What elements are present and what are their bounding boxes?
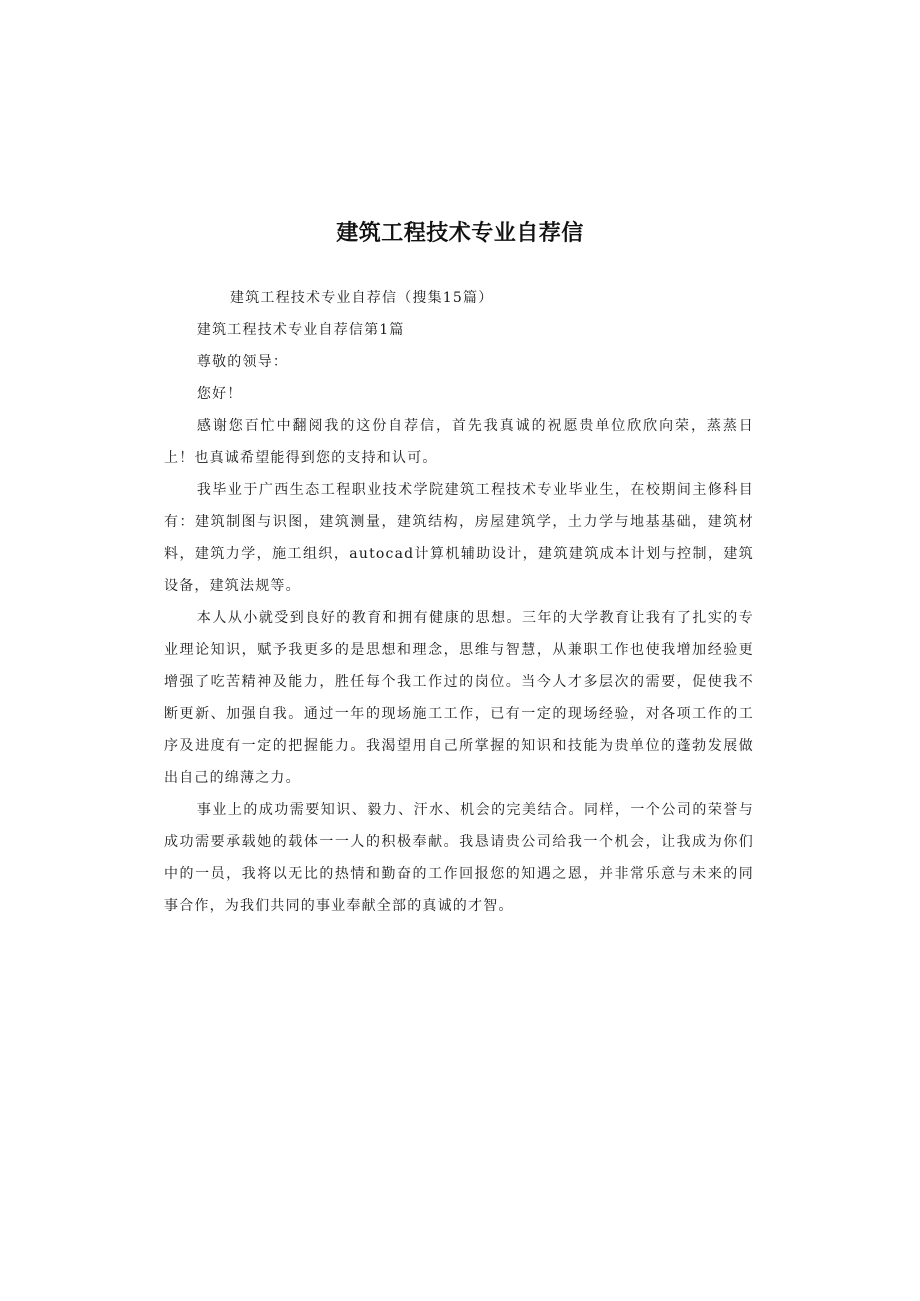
salutation: 尊敬的领导： (196, 354, 289, 370)
document-title: 建筑工程技术专业自荐信 (336, 221, 584, 246)
paragraph: 事业上的成功需要知识、毅力、汗水、机会的完美结合。同样，一个公司的荣誉与成功需要承载她的载体一一人的积极奉献。我恳请贵公司给我一个机会，让我成为你们中的一员，我将以无比的热情和勤奋的工作回报您的知遇之恩，并非常乐意与未来的同事合作，为我们共同的事业奉献全部的真诚的才智。 (164, 802, 754, 914)
section-heading: 建筑工程技术专业自荐信第1篇 (196, 322, 405, 338)
document-body (164, 282, 754, 922)
document-subtitle: 建筑工程技术专业自荐信（搜集15篇） (230, 290, 494, 306)
paragraph: 我毕业于广西生态工程职业技术学院建筑工程技术专业毕业生，在校期间主修科目有：建筑制图与识图，建筑测量，建筑结构，房屋建筑学，土力学与地基基础，建筑材料，建筑力学，施工组织，autocad计算机辅助设计，建筑建筑成本计划与控制，建筑设备，建筑法规等。 (164, 482, 754, 594)
greeting: 您好！ (196, 386, 243, 402)
paragraph: 本人从小就受到良好的教育和拥有健康的思想。三年的大学教育让我有了扎实的专业理论知识，赋予我更多的是思想和理念，思维与智慧，从兼职工作也使我增加经验更增强了吃苦精神及能力，胜任每个我工作过的岗位。当今人才多层次的需要，促使我不断更新、加强自我。通过一年的现场施工工作，已有一定的现场经验，对各项工作的工序及进度有一定的把握能力。我渴望用自己所掌握的知识和技能为贵单位的蓬勃发展做出自己的绵薄之力。 (164, 610, 754, 786)
paragraph: 感谢您百忙中翻阅我的这份自荐信，首先我真诚的祝愿贵单位欣欣向荣，蒸蒸日上！也真诚希望能得到您的支持和认可。 (164, 418, 754, 466)
